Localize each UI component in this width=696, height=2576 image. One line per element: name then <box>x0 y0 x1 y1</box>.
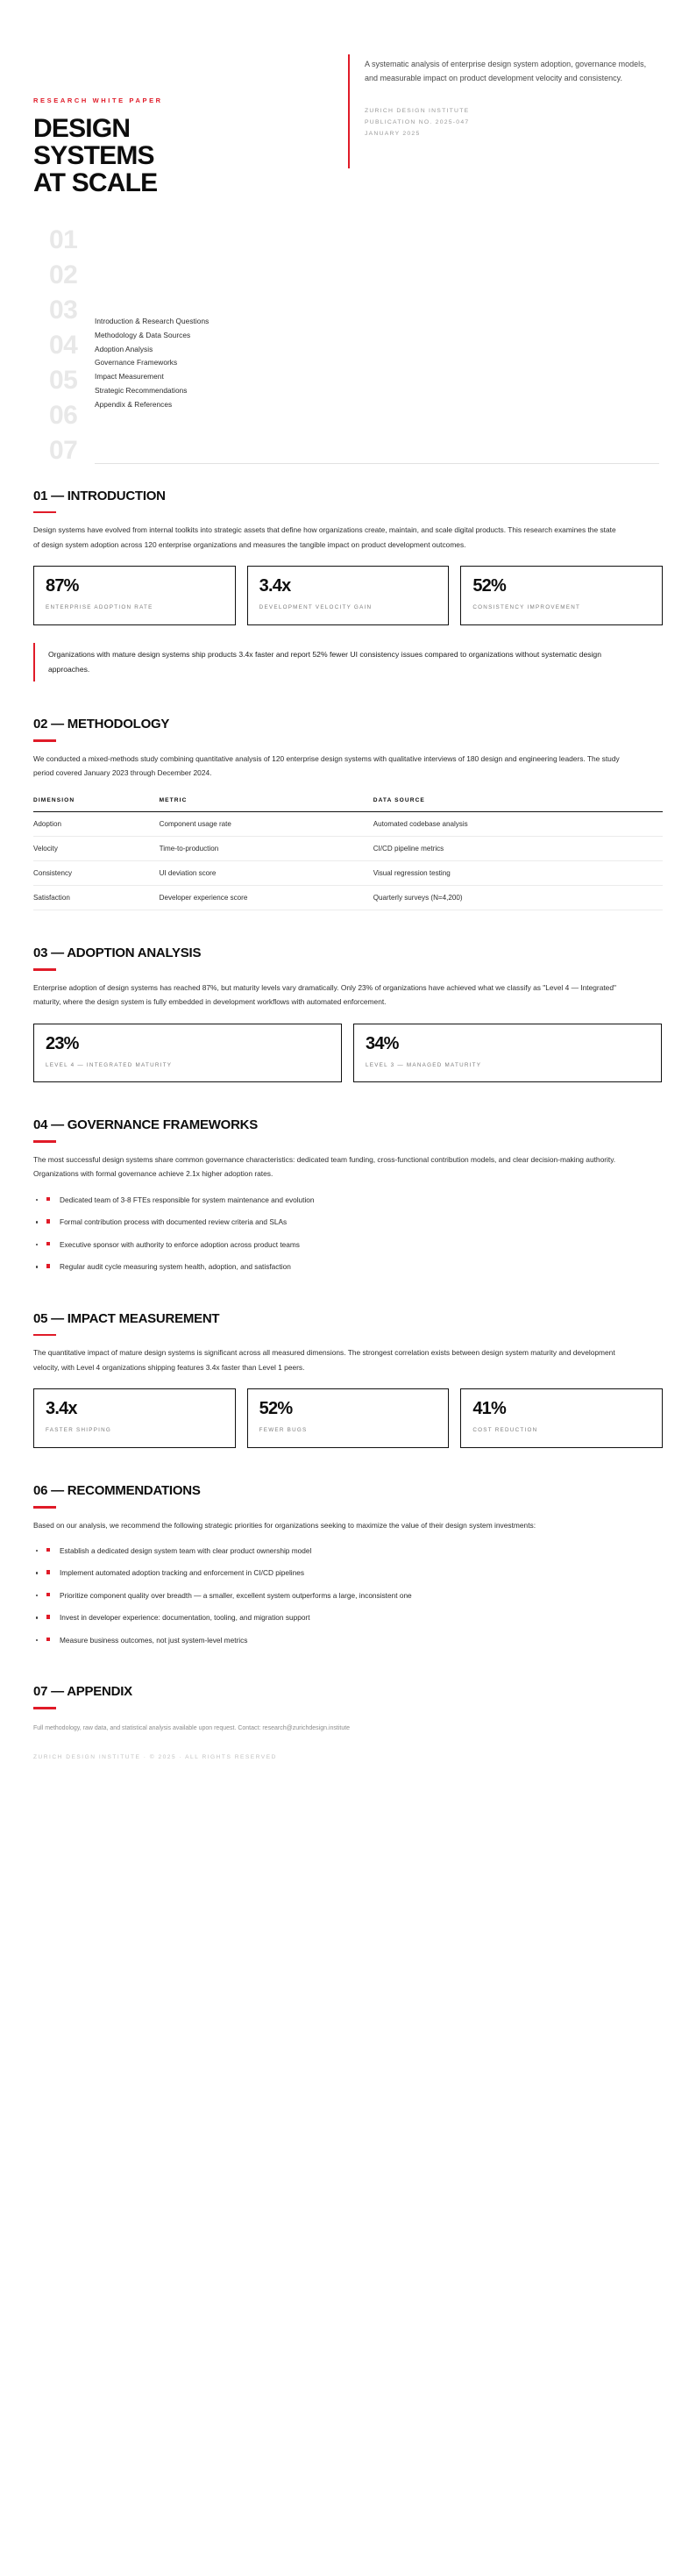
list-item-label: Establish a dedicated design system team with clear product ownership model <box>60 1545 312 1555</box>
toc-item-methodology[interactable]: Methodology & Data Sources <box>95 330 191 339</box>
section-accent-dash <box>33 1334 56 1337</box>
toc-ghost-number: 07 <box>49 435 78 465</box>
page-title <box>33 116 348 197</box>
meta-institute: ZURICH DESIGN INSTITUTE <box>365 107 470 114</box>
masthead-right-column <box>348 54 663 168</box>
table-row <box>33 837 663 861</box>
list-item-label: Measure business outcomes, not just system-level metrics <box>60 1635 248 1645</box>
toc-item-governance[interactable]: Governance Frameworks <box>95 358 178 367</box>
title-line-1: DESIGN <box>33 114 131 143</box>
stat-label: CONSISTENCY IMPROVEMENT <box>472 604 581 611</box>
stat-label: ENTERPRISE ADOPTION RATE <box>46 604 153 611</box>
abstract-text: A systematic analysis of enterprise design system adoption, governance models, and measurable impact on product development velocity and consistency. <box>365 60 647 82</box>
list-item <box>33 1216 612 1229</box>
spacer <box>33 1283 663 1306</box>
section-heading-governance: 04 — GOVERNANCE FRAMEWORKS <box>33 1117 259 1133</box>
stat-card <box>33 566 236 625</box>
stat-label: DEVELOPMENT VELOCITY GAIN <box>259 604 373 611</box>
bullet-dot-icon <box>36 1266 38 1267</box>
document-footer <box>33 1723 663 1813</box>
table-cell-dimension: Adoption <box>33 812 160 837</box>
stat-value: 23% <box>46 1033 79 1053</box>
table-cell-data-source: Visual regression testing <box>373 861 663 886</box>
table-column-header-data-source: DATA SOURCE <box>373 797 663 812</box>
publication-metadata <box>365 105 663 140</box>
table-cell-dimension: Velocity <box>33 837 160 861</box>
section-heading-appendix: 07 — APPENDIX <box>33 1684 132 1700</box>
list-item <box>33 1634 612 1647</box>
toc-item-impact[interactable]: Impact Measurement <box>95 372 164 382</box>
bullet-square-icon <box>46 1570 50 1573</box>
list-item <box>33 1545 612 1558</box>
stat-row-introduction <box>33 566 663 625</box>
toc-item-appendix[interactable]: Appendix & References <box>95 400 173 410</box>
bullet-square-icon <box>46 1593 50 1596</box>
stat-card <box>247 1388 450 1448</box>
section-introduction <box>33 483 663 681</box>
copyright-line: ZURICH DESIGN INSTITUTE · © 2025 · ALL RIGHTS RESERVED <box>33 1753 277 1760</box>
table-cell-metric: Developer experience score <box>160 886 373 910</box>
table-column-header-dimension: DIMENSION <box>33 797 160 812</box>
toc-ghost-number: 03 <box>49 295 78 325</box>
section-recommendations <box>33 1478 663 1647</box>
spacer <box>33 1448 663 1478</box>
toc-ghost-number: 05 <box>49 365 78 395</box>
eyebrow-label: RESEARCH WHITE PAPER <box>33 96 163 104</box>
title-line-2: SYSTEMS <box>33 140 154 170</box>
list-item-label: Dedicated team of 3-8 FTEs responsible for system maintenance and evolution <box>60 1195 315 1204</box>
stat-row-impact <box>33 1388 663 1448</box>
toc-item-recommendations[interactable]: Strategic Recommendations <box>95 386 188 396</box>
appendix-note: Full methodology, raw data, and statistical analysis available upon request. Contact: research@zurichdesign.institute <box>33 1725 351 1732</box>
stat-value: 41% <box>472 1399 506 1419</box>
table-column-header-metric: METRIC <box>160 797 373 812</box>
stat-label: LEVEL 4 — INTEGRATED MATURITY <box>46 1061 173 1068</box>
section-body-methodology: We conducted a mixed-methods study combining quantitative analysis of 120 enterprise design systems with qualitative interviews of 180 design and engineering leaders. The study period covered January 2023 through December 2024. <box>33 753 620 778</box>
bullet-square-icon <box>46 1548 50 1552</box>
section-governance-frameworks <box>33 1112 663 1273</box>
toc-ghost-number: 01 <box>49 225 78 254</box>
list-item <box>33 1589 612 1602</box>
section-accent-dash <box>33 1140 56 1143</box>
stat-label: FASTER SHIPPING <box>46 1427 112 1434</box>
section-heading-adoption: 03 — ADOPTION ANALYSIS <box>33 945 202 961</box>
stat-card <box>33 1388 236 1448</box>
toc-item-adoption[interactable]: Adoption Analysis <box>95 344 153 353</box>
section-body-recommendations: Based on our analysis, we recommend the following strategic priorities for organizations seeking to maximize the value of their design system investments: <box>33 1520 536 1530</box>
toc-item-introduction[interactable]: Introduction & Research Questions <box>95 316 210 325</box>
stat-value: 3.4x <box>259 576 291 596</box>
bullet-square-icon <box>46 1615 50 1618</box>
section-methodology <box>33 711 663 910</box>
bullet-dot-icon <box>36 1639 38 1641</box>
stat-row-adoption <box>33 1024 663 1083</box>
spacer <box>33 910 663 940</box>
table-cell-data-source: Quarterly surveys (N=4,200) <box>373 886 663 910</box>
title-line-3: AT SCALE <box>33 168 158 197</box>
bullet-square-icon <box>46 1638 50 1641</box>
stat-card <box>247 566 450 625</box>
bullet-dot-icon <box>36 1199 38 1201</box>
section-heading-recommendations: 06 — RECOMMENDATIONS <box>33 1482 201 1498</box>
list-item-label: Formal contribution process with documented review criteria and SLAs <box>60 1217 288 1227</box>
toc-ghost-number: 04 <box>49 330 78 360</box>
table-cell-dimension: Satisfaction <box>33 886 160 910</box>
bullet-square-icon <box>46 1219 50 1223</box>
section-body-impact: The quantitative impact of mature design systems is significant across all measured dimensions. The strongest correlation exists between design system maturity and development velocity, with Level 4 organizations shipping features 3.4x faster than Level 1 peers. <box>33 1348 615 1372</box>
stat-value: 87% <box>46 576 79 596</box>
table-cell-metric: Time-to-production <box>160 837 373 861</box>
list-item-label: Prioritize component quality over breadth — a smaller, excellent system outperforms a large, inconsistent one <box>60 1590 412 1600</box>
table-cell-data-source: CI/CD pipeline metrics <box>373 837 663 861</box>
bullet-dot-icon <box>36 1595 38 1596</box>
masthead-left-column <box>33 54 348 197</box>
bullet-dot-icon <box>36 1616 38 1618</box>
stat-value: 34% <box>366 1033 399 1053</box>
bullet-dot-icon <box>36 1572 38 1573</box>
stat-label: LEVEL 3 — MANAGED MATURITY <box>366 1061 482 1068</box>
stat-value: 52% <box>472 576 506 596</box>
stat-card <box>460 1388 663 1448</box>
stat-card <box>460 566 663 625</box>
table-row <box>33 886 663 910</box>
section-heading-methodology: 02 — METHODOLOGY <box>33 717 170 732</box>
meta-publication-number: PUBLICATION NO. 2025-047 <box>365 118 470 125</box>
table-header <box>33 797 663 812</box>
stat-label: FEWER BUGS <box>259 1427 308 1434</box>
list-item <box>33 1238 612 1252</box>
stat-card <box>33 1024 342 1083</box>
section-body-adoption: Enterprise adoption of design systems has reached 87%, but maturity levels vary dramatically. Only 23% of organizations have achieved what we classify as "Level 4 — Integrated" maturity, where the design system is fully embedded in development workflows with automated enforcement. <box>33 983 616 1007</box>
section-heading-impact: 05 — IMPACT MEASUREMENT <box>33 1310 220 1326</box>
governance-bullet-list <box>33 1194 663 1274</box>
list-item-label: Invest in developer experience: documentation, tooling, and migration support <box>60 1613 310 1623</box>
table-row <box>33 812 663 837</box>
bullet-dot-icon <box>36 1244 38 1245</box>
list-item-label: Regular audit cycle measuring system health, adoption, and satisfaction <box>60 1262 291 1272</box>
list-item <box>33 1194 612 1207</box>
table-of-contents <box>33 227 663 483</box>
table-cell-metric: Component usage rate <box>160 812 373 837</box>
table-cell-metric: UI deviation score <box>160 861 373 886</box>
section-accent-dash <box>33 1707 56 1709</box>
section-appendix <box>33 1679 663 1812</box>
section-accent-dash <box>33 1506 56 1509</box>
stat-value: 3.4x <box>46 1399 77 1419</box>
list-item <box>33 1566 612 1580</box>
list-item-label: Executive sponsor with authority to enforce adoption across product teams <box>60 1239 300 1249</box>
table-body <box>33 812 663 910</box>
bullet-square-icon <box>46 1197 50 1201</box>
stat-value: 52% <box>259 1399 293 1419</box>
spacer <box>33 1082 663 1112</box>
list-item <box>33 1260 612 1274</box>
section-accent-dash <box>33 511 56 514</box>
toc-ghost-number: 06 <box>49 400 78 430</box>
recommendations-bullet-list <box>33 1545 663 1647</box>
section-body-governance: The most successful design systems share common governance characteristics: dedicated team funding, cross-functional contribution models, and clear decision-making authority. Organizations with formal governance achieve 2.1x higher adoption rates. <box>33 1155 616 1179</box>
section-impact-measurement <box>33 1306 663 1448</box>
bullet-square-icon <box>46 1264 50 1267</box>
spacer <box>33 1656 663 1679</box>
bullet-square-icon <box>46 1242 50 1245</box>
section-body-introduction: Design systems have evolved from internal toolkits into strategic assets that define how organizations create, maintain, and scale digital products. This research examines the state of design system adoption across 120 enterprise organizations and measures the tangible impact on product development outcomes. <box>33 525 616 549</box>
pullquote-text: Organizations with mature design systems ship products 3.4x faster and report 52% fewer UI consistency issues compared to organizations without systematic design approaches. <box>48 649 601 674</box>
bullet-dot-icon <box>36 1221 38 1223</box>
spacer <box>33 681 663 711</box>
stat-card <box>353 1024 662 1083</box>
table-cell-data-source: Automated codebase analysis <box>373 812 663 837</box>
section-accent-dash <box>33 739 56 742</box>
toc-ghost-numbers <box>49 227 102 473</box>
list-item <box>33 1611 612 1624</box>
table-header-row <box>33 797 663 812</box>
toc-entry-list <box>95 315 209 412</box>
list-item-label: Implement automated adoption tracking and enforcement in CI/CD pipelines <box>60 1568 305 1578</box>
toc-divider-rule <box>95 463 659 464</box>
table-cell-dimension: Consistency <box>33 861 160 886</box>
toc-ghost-number: 02 <box>49 260 78 289</box>
meta-date: JANUARY 2025 <box>365 131 421 137</box>
methodology-table <box>33 797 663 910</box>
table-row <box>33 861 663 886</box>
section-adoption-analysis <box>33 940 663 1082</box>
section-heading-introduction: 01 — INTRODUCTION <box>33 488 166 503</box>
section-accent-dash <box>33 968 56 971</box>
pullquote-introduction <box>33 643 629 681</box>
bullet-dot-icon <box>36 1550 38 1552</box>
stat-label: COST REDUCTION <box>472 1427 538 1434</box>
cover-masthead <box>33 0 663 197</box>
